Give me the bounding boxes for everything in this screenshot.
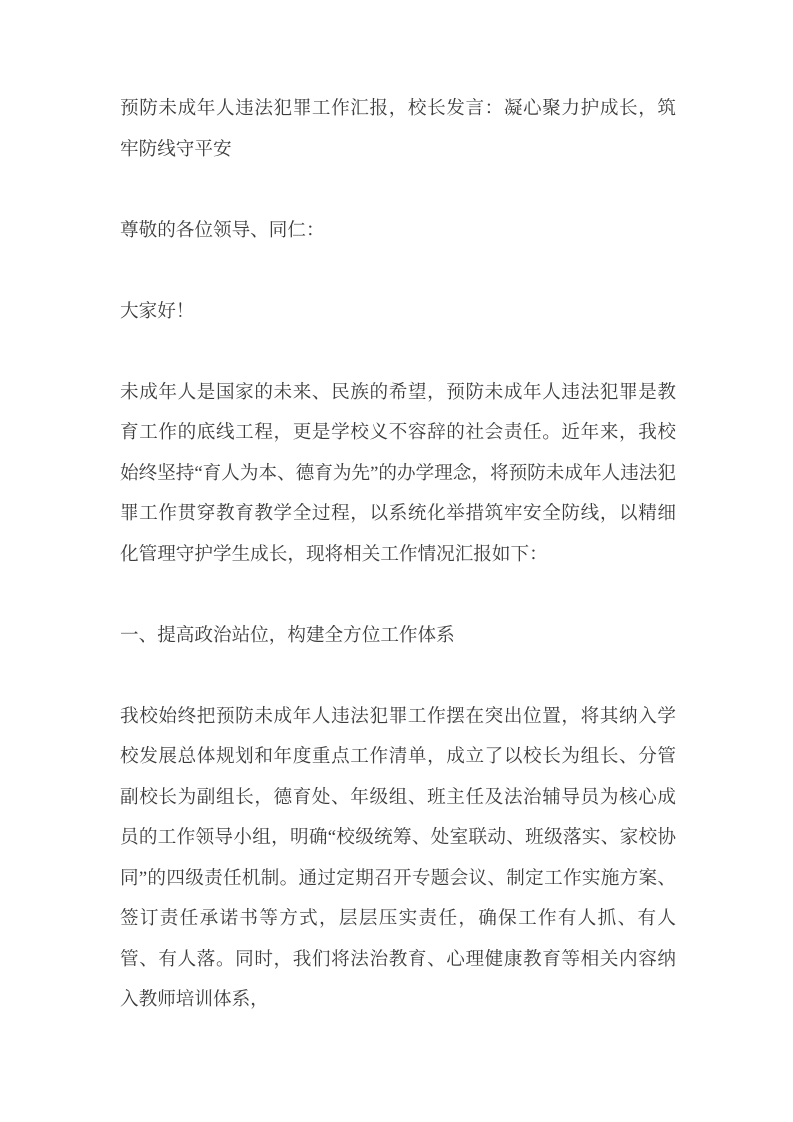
intro-paragraph: 未成年人是国家的未来、民族的希望，预防未成年人违法犯罪是教育工作的底线工程，更是学校义不容辞的社会责任。近年来，我校始终坚持“育人为本、德育为先”的办学理念，将预防未成年人违法犯罪工作贯穿教育教学全过程，以系统化举措筑牢安全防线，以精细化管理守护学生成长，现将相关工作情况汇报如下： [120,381,676,565]
salutation-line: 尊敬的各位领导、同仁： [120,219,325,241]
section-1-paragraph: 我校始终把预防未成年人违法犯罪工作摆在突出位置，将其纳入学校发展总体规划和年度重点工作清单，成立了以校长为组长、分管副校长为副组长，德育处、年级组、班主任及法治辅导员为核心成员的工作领导小组，明确“校级统筹、处室联动、班级落实、家校协同”的四级责任机制。通过定期召开专题会议、制定工作实施方案、签订责任承诺书等方式，层层压实责任，确保工作有人抓、有人管、有人落。同时，我们将法治教育、心理健康教育等相关内容纳入教师培训体系， [120,705,676,1010]
document-title: 预防未成年人违法犯罪工作汇报，校长发言：凝心聚力护成长，筑牢防线守平安 [120,98,676,160]
greeting-line: 大家好！ [120,300,195,322]
section-1-heading: 一、提高政治站位，构建全方位工作体系 [120,624,455,646]
